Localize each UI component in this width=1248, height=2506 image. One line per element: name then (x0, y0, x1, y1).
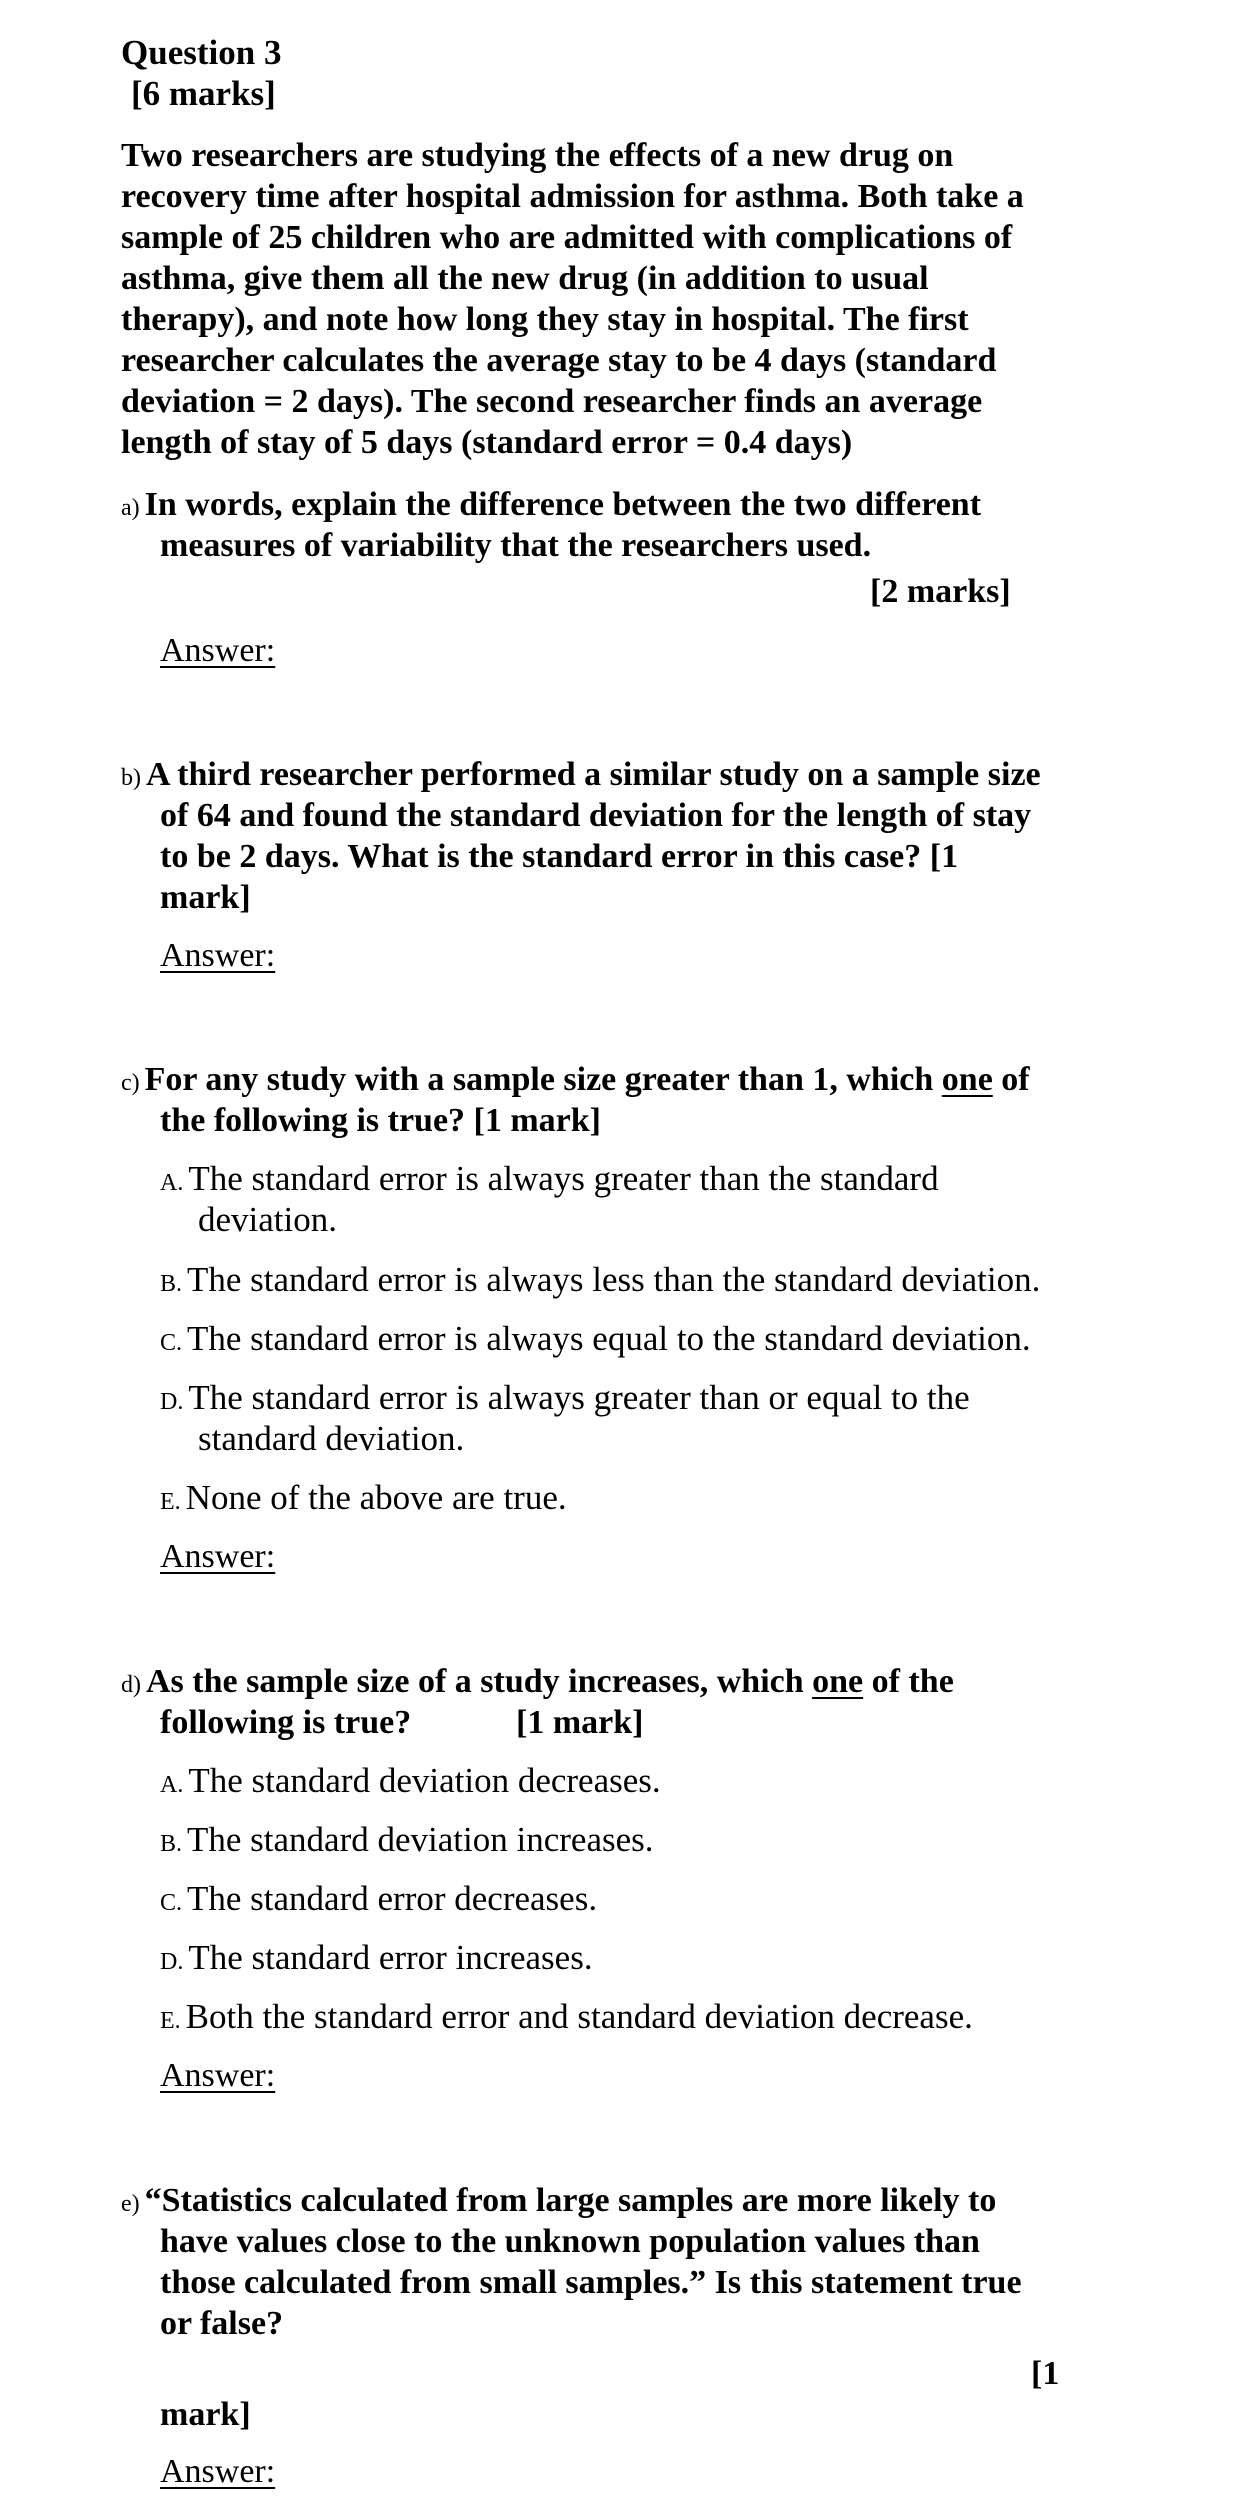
part-d-option-d: D. The standard error increases. (160, 1938, 593, 1977)
part-d-answer-label: Answer: (160, 2057, 276, 2094)
intro-line: researcher calculates the average stay to be 4 days (standard (121, 342, 997, 379)
part-e-text-line4: or false? (160, 2305, 284, 2342)
part-d-text-line2: following is true? (160, 1704, 412, 1741)
part-c-option-b: B. The standard error is always less than the standard deviation. (160, 1260, 1041, 1299)
part-d-option-c: C. The standard error decreases. (160, 1879, 598, 1918)
part-a-answer-label: Answer: (160, 632, 276, 669)
part-d-label: d) (121, 1672, 141, 1698)
part-e-text: “Statistics calculated from large samples are more likely to (144, 2182, 997, 2219)
part-b-text-line2: of 64 and found the standard deviation for the length of stay (160, 797, 1032, 834)
part-b-text-line4: mark] (160, 879, 251, 916)
part-b-answer-label: Answer: (160, 937, 276, 974)
part-e-marks: [1 (1031, 2355, 1060, 2392)
intro-line: therapy), and note how long they stay in hospital. The first (121, 301, 969, 338)
part-d-marks: [1 mark] (516, 1704, 644, 1741)
part-b-label: b) (121, 765, 141, 791)
part-c-option-e: E. None of the above are true. (160, 1478, 567, 1517)
part-c-text-line2: the following is true? [1 mark] (160, 1102, 602, 1139)
part-a-marks: [2 marks] (870, 573, 1011, 610)
part-c-option-a-cont: deviation. (198, 1200, 337, 1239)
part-a-label: a) (121, 495, 140, 521)
part-c-label: c) (121, 1070, 140, 1096)
part-b-text: A third researcher performed a similar study on a sample size (146, 756, 1041, 793)
part-e-text-line2: have values close to the unknown population values than (160, 2223, 980, 2260)
part-c-option-c: C. The standard error is always equal to the standard deviation. (160, 1319, 1031, 1358)
part-c-option-a: A. The standard error is always greater than the standard (160, 1159, 939, 1198)
intro-line: asthma, give them all the new drug (in addition to usual (121, 260, 929, 297)
part-e-prompt (121, 2180, 996, 2225)
intro-line: recovery time after hospital admission for asthma. Both take a (121, 178, 1024, 215)
intro-line: deviation = 2 days). The second researcher finds an average (121, 383, 983, 420)
question-title: Question 3 (121, 33, 282, 72)
intro-line: sample of 25 children who are admitted with complications of (121, 219, 1013, 256)
intro-line: length of stay of 5 days (standard error = 0.4 days) (121, 424, 853, 461)
part-c-option-d-cont: standard deviation. (198, 1419, 465, 1458)
part-c-answer-label: Answer: (160, 1538, 276, 1575)
part-c-prompt: c) For any study with a sample size greater than 1, which one of (121, 1061, 1030, 1098)
part-d-option-a: A. The standard deviation decreases. (160, 1761, 661, 1800)
part-b-text-line3: to be 2 days. What is the standard error in this case? [1 (160, 838, 959, 875)
part-a-prompt (121, 484, 981, 529)
part-a-text: In words, explain the difference between the two different (144, 486, 982, 523)
part-c-option-d: D. The standard error is always greater than or equal to the (160, 1378, 970, 1417)
emphasis-one: one (812, 1663, 864, 1700)
part-a-text-line2: measures of variability that the researchers used. (160, 527, 872, 564)
question-marks: [6 marks] (131, 74, 276, 113)
part-e-answer-label: Answer: (160, 2453, 276, 2490)
part-b-prompt (121, 754, 1041, 799)
intro-line: Two researchers are studying the effects of a new drug on (121, 137, 954, 174)
part-d-prompt: d) As the sample size of a study increases, which one of the (121, 1663, 954, 1700)
part-e-text-line3: those calculated from small samples.” Is this statement true (160, 2264, 1022, 2301)
part-d-option-b: B. The standard deviation increases. (160, 1820, 654, 1859)
part-e-label: e) (121, 2191, 140, 2217)
part-e-marks-cont: mark] (160, 2396, 251, 2433)
emphasis-one: one (941, 1061, 993, 1098)
part-d-option-e: E. Both the standard error and standard deviation decrease. (160, 1997, 973, 2036)
